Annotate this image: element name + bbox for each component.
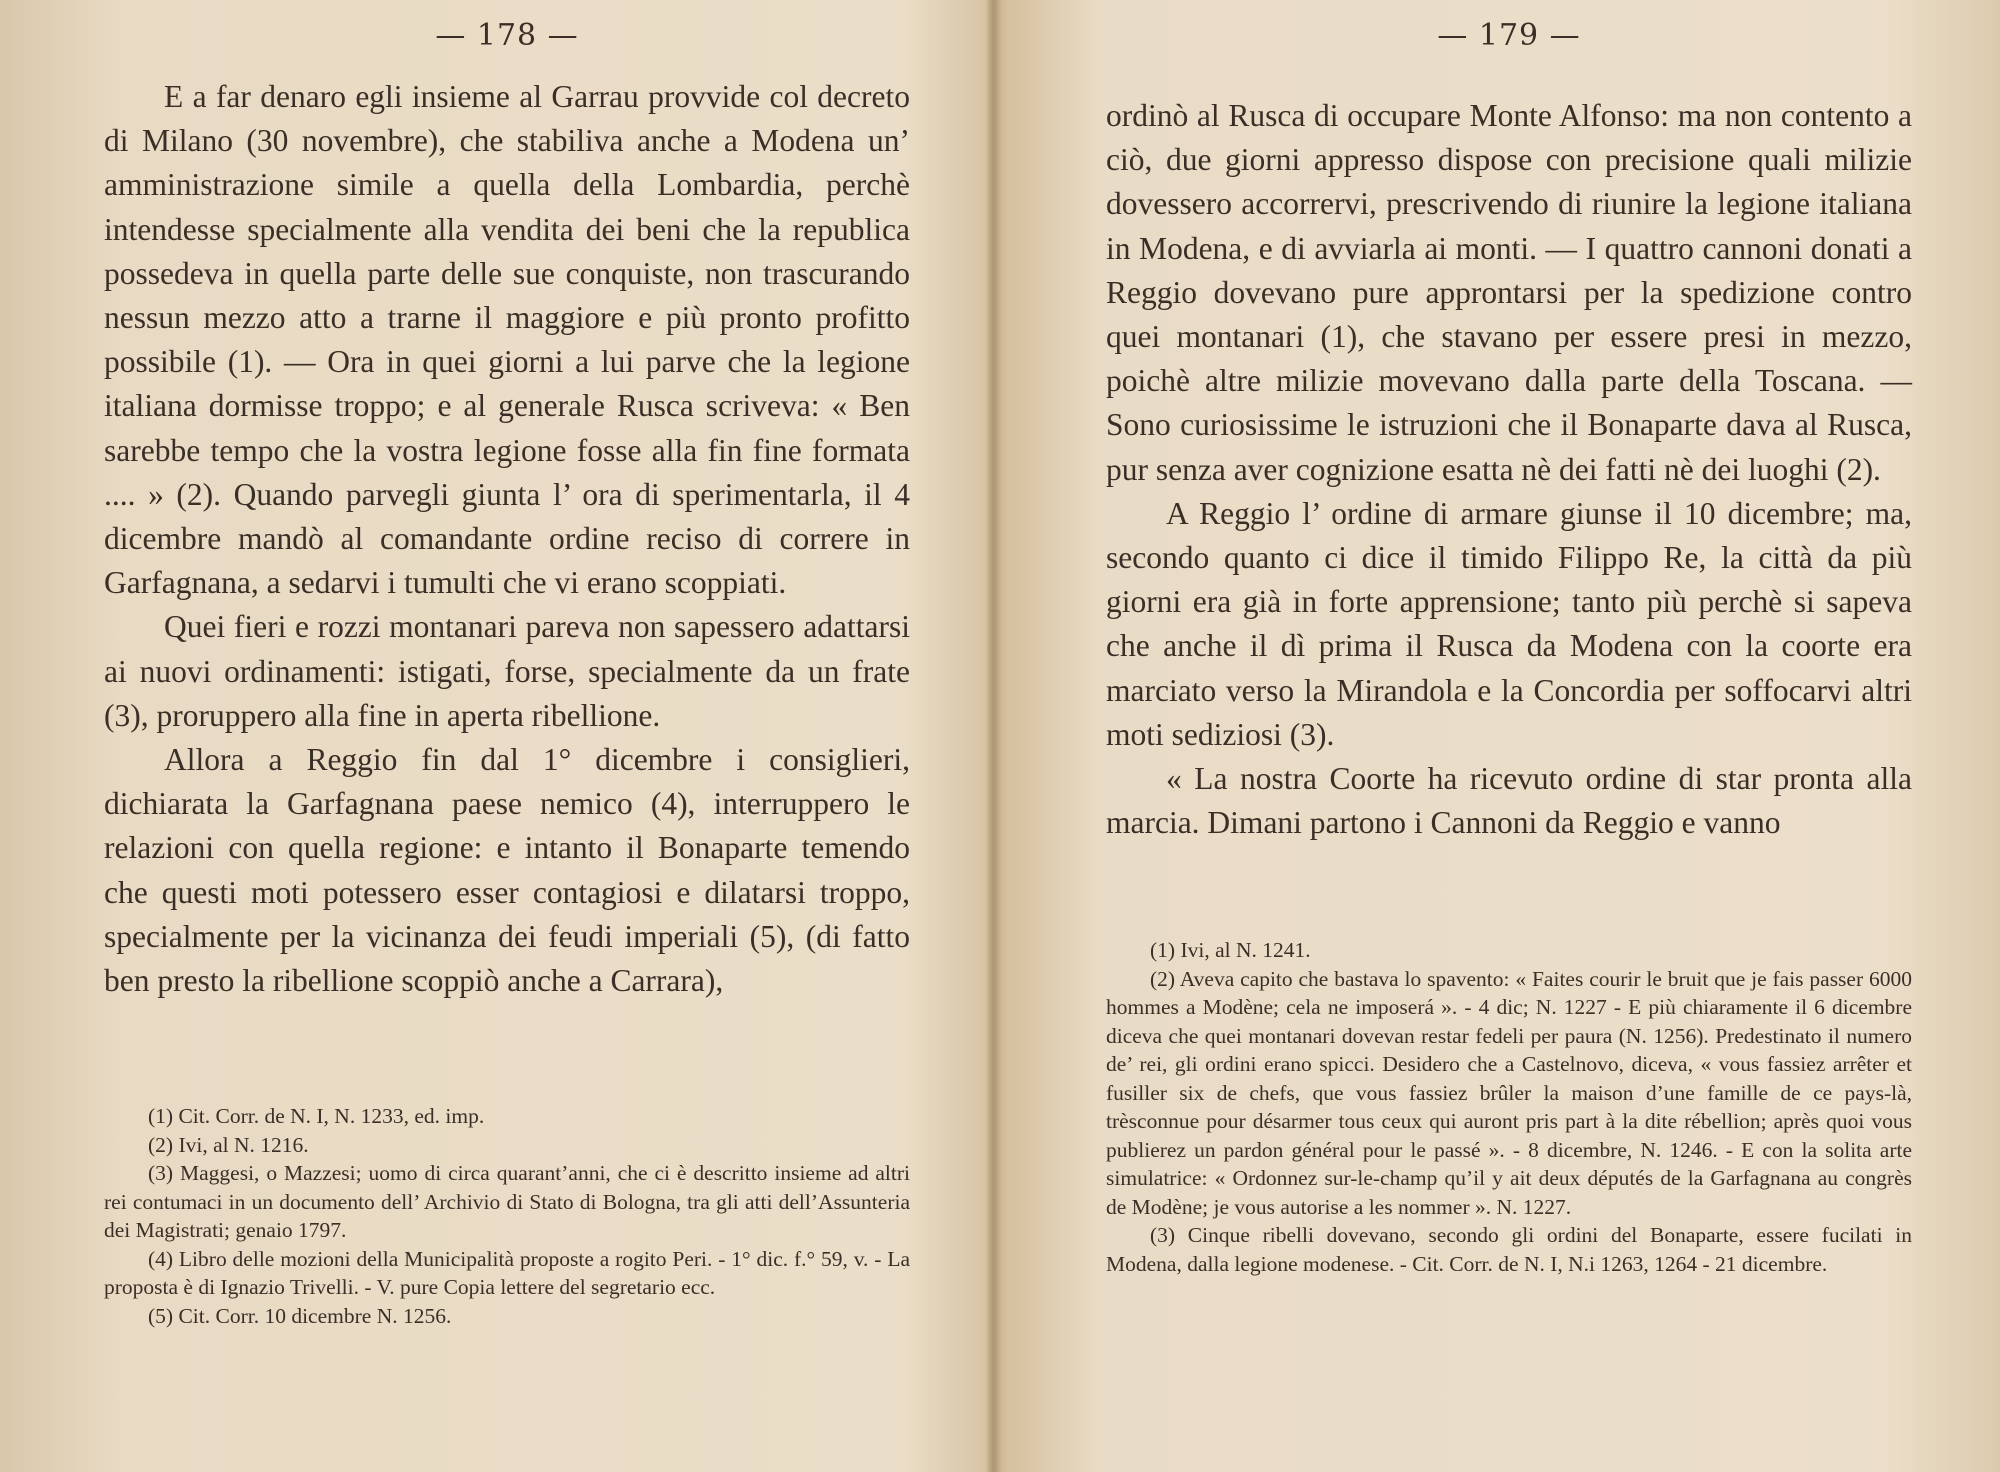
paragraph: E a far denaro egli insieme al Garrau provvide col decreto di Milano (30 novembre), che stabiliva anche a Modena un’ amministrazione simile a quella della Lombardia, perchè intendesse specialmente alla vendita dei beni che la republica possedeva in quella parte delle sue conquiste, non trascurando nessun mezzo atto a trarne il maggiore e più pronto profitto possibile (1). — Ora in quei giorni a lui parve che la legione italiana dormisse troppo; e al generale Rusca scriveva: « Ben sarebbe tempo che la vostra legione fosse alla fin fine formata .... » (2). Quando parvegli giunta l’ ora di sperimentarla, il 4 dicembre mandò al comandante ordine reciso di correre in Garfagnana, a sedarvi i tumulti che vi erano scoppiati. — [104, 79, 910, 601]
footnote: (5) Cit. Corr. 10 dicembre N. 1256. — [148, 1303, 452, 1328]
paragraph: « La nostra Coorte ha ricevuto ordine di star pronta alla marcia. Dimani partono i Cannoni da Reggio e vanno — [1106, 761, 1912, 841]
page-body — [104, 75, 910, 1003]
footnote: (3) Cinque ribelli dovevano, secondo gli ordini del Bonaparte, essere fucilati in Modena, dalla legione modenese. - Cit. Corr. de N. I, N.i 1263, 1264 - 21 dicembre. — [1106, 1223, 1912, 1276]
footnote: (2) Ivi, al N. 1216. — [148, 1132, 309, 1157]
footnote: (3) Maggesi, o Mazzesi; uomo di circa quarant’anni, che ci è descritto insieme ad altri rei contumaci in un documento dell’ Archivio di Stato di Bologna, tra gli atti dell’Assunteria dei Magistrati; genaio 1797. — [104, 1161, 910, 1242]
footnote: (2) Aveva capito che bastava lo spavento: « Faites courir le bruit que je fais passer 6000 hommes a Modène; cela ne imposerá ». - 4 dic; N. 1227 - E più chiaramente il 6 dicembre diceva che quei montanari dovevan restar fedeli per paura (N. 1256). Predestinato il numero de’ rei, gli ordini erano spicci. Desidero che a Castelnovo, diceva, « vous fassiez arrêter et fusiller six de chefs, que vous fassiez brûler la maison d’une famille de ce pays-là, trèsconnue pour désarmer tous ceux qui auront pris part à la dite rébellion; après quoi vous publierez un pardon général pour le passé ». - 8 dicembre, N. 1246. - E con la solita arte simulatrice: « Ordonnez sur-le-champ qu’il y ait deux députés de la Garfagnana au congrès de Modène; je vous autorise a les nommer ». N. 1227. — [1106, 966, 1912, 1219]
right-page — [1106, 0, 1912, 1472]
paragraph: ordinò al Rusca di occupare Monte Alfonso: ma non contento a ciò, due giorni appresso dispose con precisione quali milizie dovessero accorrervi, prescrivendo di riunire la legione italiana in Modena, e di avviarla ai monti. — I quattro cannoni donati a Reggio dovevano pure approntarsi per la spedizione contro quei montanari (1), che stavano per essere presi in mezzo, poichè altre milizie movevano dalla parte della Toscana. — Sono curiosissime le istruzioni che il Bonaparte dava al Rusca, pur senza aver cognizione esatta nè dei fatti nè dei luoghi (2). — [1106, 98, 1912, 487]
paragraph: Allora a Reggio fin dal 1° dicembre i consiglieri, dichiarata la Garfagnana paese nemico (4), interruppero le relazioni con quella regione: e intanto il Bonaparte temendo che questi moti potessero esser contagiosi e dilatarsi troppo, specialmente per la vicinanza dei feudi imperiali (5), (di fatto ben presto la ribellione scoppiò anche a Carrara), — [104, 742, 910, 999]
footnotes — [1106, 936, 1912, 1278]
page-number: — 179 — — [1437, 18, 1581, 53]
page-number: — 178 — — [435, 18, 579, 53]
footnotes — [104, 1102, 910, 1330]
footnote: (1) Cit. Corr. de N. I, N. 1233, ed. imp. — [148, 1104, 485, 1128]
footnote: (1) Ivi, al N. 1241. — [1150, 938, 1311, 962]
footnote: (4) Libro delle mozioni della Municipalità proposte a rogito Peri. - 1° dic. f.° 59, v. - La proposta è di Ignazio Trivelli. - V. pure Copia lettere del segretario ecc. — [104, 1246, 910, 1299]
paragraph: A Reggio l’ ordine di armare giunse il 10 dicembre; ma, secondo quanto ci dice il timido Filippo Re, la città da più giorni era già in forte apprensione; tanto più perchè si sapeva che anche il dì prima il Rusca da Modena con la coorte era marciato verso la Mirandola e la Concordia per soffocarvi altri moti sediziosi (3). — [1106, 495, 1912, 752]
left-page — [104, 0, 910, 1472]
book-gutter — [986, 0, 1002, 1472]
page-body — [1106, 94, 1912, 845]
paragraph: Quei fieri e rozzi montanari pareva non sapessero adattarsi ai nuovi ordinamenti: istigati, forse, specialmente da un frate (3), proruppero alla fine in aperta ribellione. — [104, 609, 910, 733]
